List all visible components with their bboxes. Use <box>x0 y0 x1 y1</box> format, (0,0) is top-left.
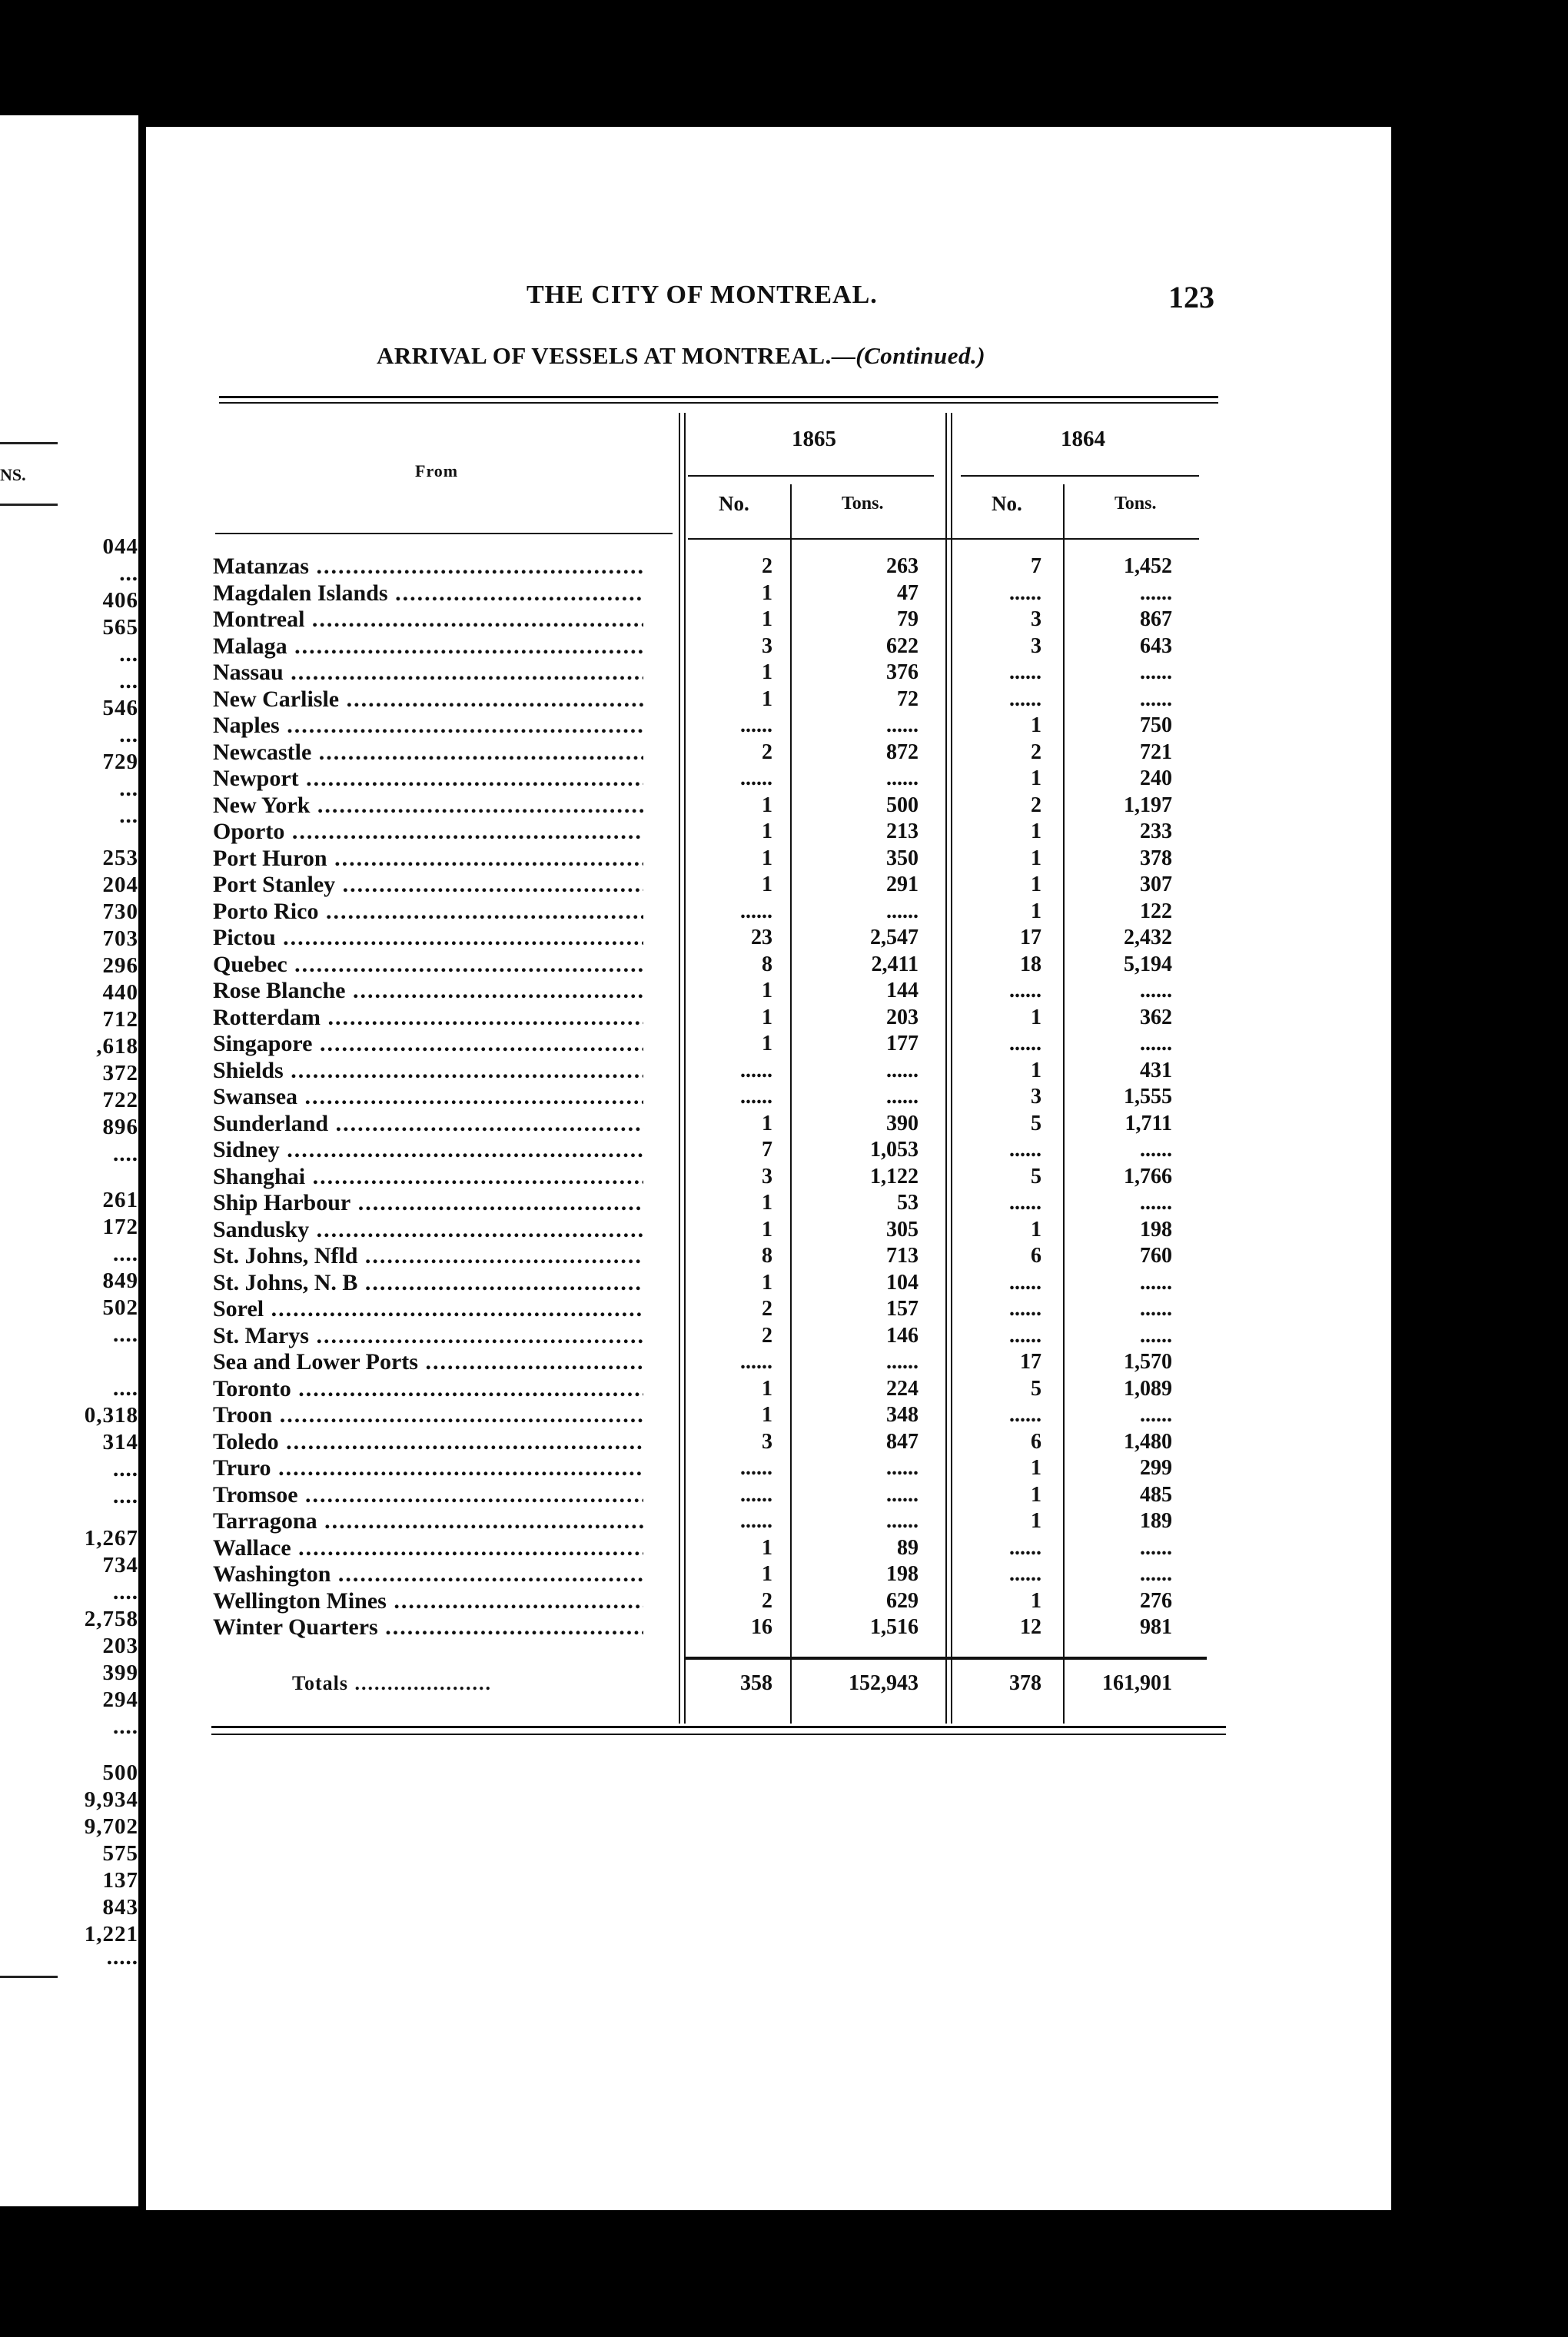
vessels-1864: 1 <box>1031 899 1041 923</box>
table-bottom-rule <box>211 1726 1226 1728</box>
running-head-title: THE CITY OF MONTREAL. <box>527 281 878 309</box>
book-page <box>146 127 1391 2210</box>
table-caption-continued: (Continued.) <box>855 342 986 369</box>
place-name: Newcastle ..... <box>213 740 643 766</box>
facing-page-value: 703 <box>102 926 138 951</box>
vessels-1864: ...... <box>1009 1270 1041 1295</box>
facing-page-value: 500 <box>102 1760 138 1785</box>
tons-1865: 157 <box>886 1297 919 1321</box>
facing-page-value: 849 <box>102 1268 138 1293</box>
vessels-1864: ...... <box>1009 1138 1041 1162</box>
column-divider-from-inner <box>684 413 686 1724</box>
place-name: Matanzas ..... <box>213 554 643 580</box>
vessels-1864: 2 <box>1031 740 1041 764</box>
vessels-1864: 17 <box>1020 926 1041 949</box>
tons-1864: ...... <box>1140 1535 1172 1560</box>
tons-1865: 847 <box>886 1429 919 1454</box>
vessels-1865: ...... <box>740 1058 772 1082</box>
tons-1865: ...... <box>886 1509 919 1533</box>
tons-1864: ...... <box>1140 660 1172 684</box>
vessels-1865: ...... <box>740 766 772 790</box>
tons-1864: 240 <box>1140 766 1172 790</box>
tons-1865: ...... <box>886 766 919 790</box>
vessels-1864: 1 <box>1031 873 1041 896</box>
facing-page-value: 261 <box>102 1188 138 1212</box>
facing-page-value: 0,318 <box>84 1403 138 1428</box>
vessels-1864: 1 <box>1031 1217 1041 1242</box>
tons-1865: 390 <box>886 1111 919 1135</box>
facing-page-column <box>0 115 138 2206</box>
vessels-1864: 1 <box>1031 1005 1041 1029</box>
column-divider-years <box>945 413 947 1724</box>
vessels-1864: 5 <box>1031 1111 1041 1135</box>
tons-1865: 872 <box>886 740 919 764</box>
tons-1864: ...... <box>1140 1403 1172 1427</box>
tons-1864: 189 <box>1140 1509 1172 1533</box>
place-name: Port Huron ..... <box>213 846 643 872</box>
facing-page-value: 712 <box>102 1007 138 1032</box>
tons-1864: ...... <box>1140 1323 1172 1348</box>
tons-1864: 643 <box>1140 633 1172 658</box>
tons-1865: 2,547 <box>870 926 919 949</box>
tons-1865: ...... <box>886 1482 919 1507</box>
vessels-1865: 2 <box>762 554 772 578</box>
facing-page-fragment <box>0 115 138 2206</box>
header-bottom-rule-right <box>688 538 1199 540</box>
column-divider-1865 <box>790 484 792 1724</box>
tons-1865: 177 <box>886 1032 919 1055</box>
table-top-rule-inner <box>219 402 1218 404</box>
tons-1865: 348 <box>886 1403 919 1427</box>
facing-page-value: 372 <box>102 1061 138 1085</box>
vessels-1865: 1 <box>762 1562 772 1586</box>
tons-1864: ...... <box>1140 1138 1172 1162</box>
tons-1865: 305 <box>886 1217 919 1242</box>
vessels-1865: ...... <box>740 1509 772 1533</box>
tons-1864: 431 <box>1140 1058 1172 1082</box>
place-name: Troon ..... <box>213 1402 643 1428</box>
totals-rule <box>684 1657 1207 1660</box>
facing-page-value: ... <box>119 561 138 586</box>
totals-label: Totals ..... <box>292 1672 492 1695</box>
place-name: Oporto ..... <box>213 819 643 845</box>
tons-1865: 1,122 <box>870 1164 919 1188</box>
facing-page-value: 9,934 <box>84 1787 138 1812</box>
place-name: Montreal ..... <box>213 607 643 633</box>
vessels-1865: 1 <box>762 1535 772 1560</box>
tons-1864: 981 <box>1140 1615 1172 1639</box>
facing-page-value: 9,702 <box>84 1814 138 1839</box>
facing-page-value: 502 <box>102 1295 138 1320</box>
vessels-1865: 3 <box>762 633 772 658</box>
table-caption <box>377 342 985 370</box>
vessels-1865: 3 <box>762 1429 772 1454</box>
tons-1864: ...... <box>1140 1270 1172 1295</box>
vessels-1864: 3 <box>1031 607 1041 631</box>
tons-1865: ...... <box>886 1058 919 1082</box>
place-name: Quebec ..... <box>213 952 643 978</box>
vessels-1864: ...... <box>1009 580 1041 605</box>
vessels-1865: 8 <box>762 1244 772 1268</box>
place-name: Sorel ..... <box>213 1296 643 1322</box>
tons-1864: 760 <box>1140 1244 1172 1268</box>
vessels-1865: 8 <box>762 952 772 976</box>
vessels-1865: 16 <box>751 1615 772 1639</box>
vessels-1864: 5 <box>1031 1376 1041 1401</box>
vessels-1864: 6 <box>1031 1244 1041 1268</box>
place-name: New Carlisle ..... <box>213 686 643 713</box>
vessels-1864: 1 <box>1031 1588 1041 1613</box>
place-name: Naples ..... <box>213 713 643 739</box>
vessels-1865: 1 <box>762 580 772 605</box>
facing-page-value: 314 <box>102 1430 138 1454</box>
facing-page-value: 406 <box>102 588 138 613</box>
tons-1865: 198 <box>886 1562 919 1586</box>
place-name: Rose Blanche ..... <box>213 978 643 1004</box>
tons-1864: ...... <box>1140 979 1172 1002</box>
tons-1865: 89 <box>897 1535 919 1560</box>
vessels-1865: 1 <box>762 1270 772 1295</box>
tons-1865: 1,053 <box>870 1138 919 1162</box>
year-1865-underline <box>688 475 934 477</box>
facing-page-value: 203 <box>102 1634 138 1658</box>
tons-1864: 721 <box>1140 740 1172 764</box>
tons-1865: 144 <box>886 979 919 1002</box>
tons-1865: 203 <box>886 1005 919 1029</box>
tons-1865: 713 <box>886 1244 919 1268</box>
vessels-1864: 1 <box>1031 1482 1041 1507</box>
facing-page-value: 440 <box>102 980 138 1005</box>
facing-page-value: .... <box>113 1376 138 1401</box>
tons-1865: 104 <box>886 1270 919 1295</box>
facing-page-value: 575 <box>102 1841 138 1866</box>
tons-1864: 867 <box>1140 607 1172 631</box>
tons-1865: ...... <box>886 1456 919 1480</box>
facing-page-value: 296 <box>102 953 138 978</box>
vessels-1865: 1 <box>762 793 772 817</box>
tons-1865: 1,516 <box>870 1615 919 1639</box>
facing-page-value: ... <box>119 776 138 801</box>
tons-1864: 299 <box>1140 1456 1172 1480</box>
place-name: Washington ..... <box>213 1561 643 1587</box>
facing-page-value: 896 <box>102 1115 138 1139</box>
facing-page-value: ... <box>119 803 138 828</box>
vessels-1865: ...... <box>740 713 772 737</box>
vessels-1864: ...... <box>1009 1297 1041 1321</box>
tons-1865: ...... <box>886 713 919 737</box>
facing-page-rule <box>0 504 58 506</box>
tons-1864: 122 <box>1140 899 1172 923</box>
facing-page-value: 204 <box>102 873 138 897</box>
place-name: Porto Rico ..... <box>213 899 643 925</box>
facing-page-value: 730 <box>102 899 138 924</box>
tons-1865: 53 <box>897 1191 919 1215</box>
place-name: New York ..... <box>213 793 643 819</box>
tons-1865: 376 <box>886 660 919 684</box>
vessels-1864: 3 <box>1031 633 1041 658</box>
tons-1865: ...... <box>886 1085 919 1109</box>
tons-1865: 629 <box>886 1588 919 1613</box>
tons-1864: 2,432 <box>1124 926 1172 949</box>
tons-1864: 1,480 <box>1124 1429 1172 1454</box>
place-name: Winter Quarters ..... <box>213 1614 643 1641</box>
vessels-1865: 1 <box>762 686 772 711</box>
facing-page-value: 1,267 <box>84 1526 138 1551</box>
place-name: Sea and Lower Ports ..... <box>213 1349 643 1375</box>
facing-page-column-header: NS. <box>0 465 26 484</box>
vessels-1864: 1 <box>1031 1509 1041 1533</box>
facing-page-value: ... <box>119 642 138 667</box>
facing-page-value: 1,221 <box>84 1922 138 1946</box>
vessels-1864: ...... <box>1009 979 1041 1002</box>
tons-1864: 198 <box>1140 1217 1172 1242</box>
facing-page-value: 565 <box>102 615 138 640</box>
vessels-1864: 1 <box>1031 713 1041 737</box>
facing-page-value: 2,758 <box>84 1607 138 1631</box>
facing-page-value: 137 <box>102 1868 138 1893</box>
vessels-1865: 1 <box>762 1217 772 1242</box>
place-name: Tromsoe ..... <box>213 1482 643 1508</box>
place-name: Nassau ..... <box>213 660 643 686</box>
tons-1865: ...... <box>886 1350 919 1374</box>
tons-1865: 500 <box>886 793 919 817</box>
facing-page-value: 253 <box>102 846 138 870</box>
vessels-1865: 1 <box>762 1191 772 1215</box>
place-name: St. Johns, Nfld ..... <box>213 1243 643 1269</box>
tons-1864: 485 <box>1140 1482 1172 1507</box>
vessels-1864: 17 <box>1020 1350 1041 1374</box>
vessels-1865: ...... <box>740 1482 772 1507</box>
vessels-1864: ...... <box>1009 1562 1041 1586</box>
totals-no-1865: 358 <box>740 1671 772 1695</box>
vessels-1865: 1 <box>762 1403 772 1427</box>
vessels-1864: ...... <box>1009 686 1041 711</box>
vessels-1864: 2 <box>1031 793 1041 817</box>
vessels-1864: ...... <box>1009 1535 1041 1560</box>
vessels-1865: 1 <box>762 660 772 684</box>
tons-1864: 378 <box>1140 846 1172 870</box>
vessels-1865: ...... <box>740 1350 772 1374</box>
facing-page-value: ..... <box>106 1945 138 1970</box>
tons-1865: 622 <box>886 633 919 658</box>
facing-page-value: 722 <box>102 1088 138 1112</box>
facing-page-value: 546 <box>102 696 138 720</box>
vessels-1864: 1 <box>1031 1456 1041 1480</box>
tons-1865: ...... <box>886 899 919 923</box>
tons-1865: 263 <box>886 554 919 578</box>
column-header-from: From <box>415 461 459 480</box>
place-name: Shanghai ..... <box>213 1164 643 1190</box>
place-name: Shields ..... <box>213 1058 643 1084</box>
vessels-1865: 1 <box>762 819 772 843</box>
column-header-tons-1865: Tons. <box>842 494 884 514</box>
vessels-1864: 1 <box>1031 819 1041 843</box>
tons-1865: 213 <box>886 819 919 843</box>
tons-1864: 750 <box>1140 713 1172 737</box>
table-top-rule <box>219 396 1218 398</box>
vessels-1864: ...... <box>1009 660 1041 684</box>
place-name: St. Johns, N. B ..... <box>213 1270 643 1296</box>
tons-1864: 1,197 <box>1124 793 1172 817</box>
tons-1865: 146 <box>886 1323 919 1348</box>
column-header-year-1864: 1864 <box>1061 427 1105 451</box>
vessels-1864: 1 <box>1031 846 1041 870</box>
vessels-1865: 7 <box>762 1138 772 1162</box>
tons-1864: 1,555 <box>1124 1085 1172 1109</box>
place-name: Malaga ..... <box>213 633 643 660</box>
place-name: Tarragona ..... <box>213 1508 643 1534</box>
facing-page-value: .... <box>113 1580 138 1604</box>
column-divider-years-inner <box>951 413 952 1724</box>
facing-page-value: ... <box>119 669 138 693</box>
place-name: Toledo ..... <box>213 1429 643 1455</box>
vessels-1864: ...... <box>1009 1191 1041 1215</box>
tons-1865: 224 <box>886 1376 919 1401</box>
facing-page-value: 843 <box>102 1895 138 1920</box>
facing-page-value: .... <box>113 1322 138 1347</box>
column-header-no-1865: No. <box>719 492 749 515</box>
place-name: Port Stanley ..... <box>213 872 643 898</box>
tons-1864: ...... <box>1140 1297 1172 1321</box>
tons-1864: 1,711 <box>1125 1111 1172 1135</box>
vessels-1865: 3 <box>762 1164 772 1188</box>
vessels-1864: 6 <box>1031 1429 1041 1454</box>
tons-1865: 47 <box>897 580 919 605</box>
vessels-1864: 1 <box>1031 766 1041 790</box>
table-bottom-rule-inner <box>211 1734 1226 1735</box>
table-caption-main: ARRIVAL OF VESSELS AT MONTREAL.— <box>377 342 856 369</box>
vessels-1864: 5 <box>1031 1164 1041 1188</box>
vessels-1865: 1 <box>762 1005 772 1029</box>
vessels-1864: 3 <box>1031 1085 1041 1109</box>
place-name: Singapore ..... <box>213 1031 643 1057</box>
tons-1864: 5,194 <box>1124 952 1172 976</box>
vessels-1865: 2 <box>762 1588 772 1613</box>
vessels-1865: 1 <box>762 1111 772 1135</box>
place-name: St. Marys ..... <box>213 1323 643 1349</box>
facing-page-value: 044 <box>102 534 138 559</box>
tons-1865: 79 <box>897 607 919 631</box>
vessels-1864: 7 <box>1031 554 1041 578</box>
facing-page-value: 734 <box>102 1553 138 1577</box>
facing-page-value: ,618 <box>96 1034 138 1059</box>
tons-1864: 307 <box>1140 873 1172 896</box>
place-name: Sandusky ..... <box>213 1217 643 1243</box>
facing-page-value: 729 <box>102 750 138 774</box>
vessels-1865: ...... <box>740 899 772 923</box>
tons-1864: 1,452 <box>1124 554 1172 578</box>
header-bottom-rule-left <box>215 533 673 534</box>
vessels-1864: ...... <box>1009 1032 1041 1055</box>
tons-1864: 1,089 <box>1124 1376 1172 1401</box>
facing-page-value: .... <box>113 1457 138 1481</box>
facing-page-value: ... <box>119 723 138 747</box>
tons-1864: ...... <box>1140 1191 1172 1215</box>
vessels-1865: 1 <box>762 979 772 1002</box>
place-name: Toronto ..... <box>213 1376 643 1402</box>
facing-page-rule <box>0 1976 58 1978</box>
vessels-1864: 18 <box>1020 952 1041 976</box>
column-divider-from <box>679 413 680 1724</box>
facing-page-value: .... <box>113 1142 138 1166</box>
vessels-1864: 1 <box>1031 1058 1041 1082</box>
tons-1864: 276 <box>1140 1588 1172 1613</box>
facing-page-value: 399 <box>102 1660 138 1685</box>
column-header-no-1864: No. <box>992 492 1022 515</box>
facing-page-value: .... <box>113 1242 138 1266</box>
tons-1865: 350 <box>886 846 919 870</box>
vessels-1865: ...... <box>740 1456 772 1480</box>
page-number: 123 <box>1168 280 1214 314</box>
vessels-1865: 1 <box>762 873 772 896</box>
totals-tons-1864: 161,901 <box>1102 1671 1172 1695</box>
vessels-1865: 2 <box>762 740 772 764</box>
vessels-1864: 12 <box>1020 1615 1041 1639</box>
place-name: Ship Harbour ..... <box>213 1190 643 1216</box>
facing-page-value: .... <box>113 1484 138 1508</box>
facing-page-value: .... <box>113 1714 138 1739</box>
place-name: Sidney ..... <box>213 1137 643 1163</box>
year-1864-underline <box>961 475 1199 477</box>
facing-page-value: 172 <box>102 1215 138 1239</box>
tons-1865: 72 <box>897 686 919 711</box>
tons-1864: ...... <box>1140 1562 1172 1586</box>
tons-1864: ...... <box>1140 1032 1172 1055</box>
facing-page-value: 294 <box>102 1687 138 1712</box>
place-name: Wellington Mines ..... <box>213 1588 643 1614</box>
place-name: Rotterdam ..... <box>213 1005 643 1031</box>
vessels-1865: 2 <box>762 1297 772 1321</box>
vessels-1865: 2 <box>762 1323 772 1348</box>
place-name: Swansea ..... <box>213 1084 643 1110</box>
totals-no-1864: 378 <box>1009 1671 1041 1695</box>
tons-1864: ...... <box>1140 686 1172 711</box>
tons-1865: 291 <box>886 873 919 896</box>
tons-1864: ...... <box>1140 580 1172 605</box>
vessels-1865: 1 <box>762 1032 772 1055</box>
vessels-1865: 1 <box>762 1376 772 1401</box>
facing-page-rule <box>0 442 58 444</box>
vessels-1865: 1 <box>762 607 772 631</box>
vessels-1865: 23 <box>751 926 772 949</box>
totals-tons-1865: 152,943 <box>849 1671 919 1695</box>
tons-1865: 2,411 <box>871 952 919 976</box>
vessels-1865: 1 <box>762 846 772 870</box>
column-header-tons-1864: Tons. <box>1115 494 1157 514</box>
place-name: Pictou ..... <box>213 925 643 951</box>
place-name: Truro ..... <box>213 1455 643 1481</box>
tons-1864: 1,570 <box>1124 1350 1172 1374</box>
place-name: Magdalen Islands ..... <box>213 580 643 607</box>
vessels-1864: ...... <box>1009 1323 1041 1348</box>
place-name: Newport ..... <box>213 766 643 792</box>
place-name: Sunderland ..... <box>213 1111 643 1137</box>
tons-1864: 1,766 <box>1124 1164 1172 1188</box>
place-name: Wallace ..... <box>213 1535 643 1561</box>
vessels-1864: ...... <box>1009 1403 1041 1427</box>
tons-1864: 362 <box>1140 1005 1172 1029</box>
tons-1864: 233 <box>1140 819 1172 843</box>
vessels-1865: ...... <box>740 1085 772 1109</box>
column-header-year-1865: 1865 <box>792 427 836 451</box>
